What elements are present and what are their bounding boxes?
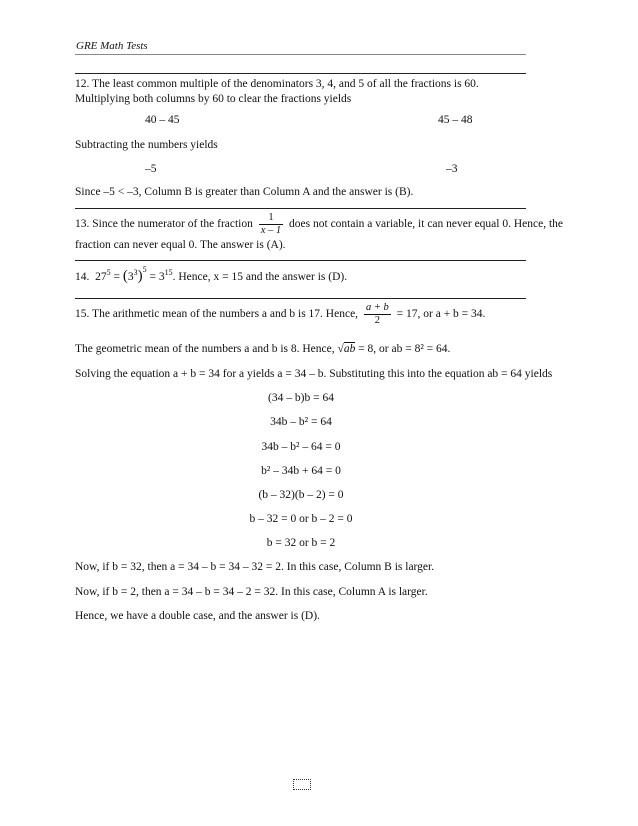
q15-step-7: b = 32 or b = 2 xyxy=(266,537,336,549)
divider xyxy=(75,208,526,209)
q15-geo-post: = 8, or ab = 8² = 64. xyxy=(358,343,451,355)
q15-step-1: (34 – b)b = 64 xyxy=(268,392,334,404)
q13-pre: 13. Since the numerator of the fraction xyxy=(75,218,253,231)
q13-line-2: fraction can never equal 0. The answer is (A). xyxy=(75,239,286,251)
q14-outer-exp: 5 xyxy=(142,265,147,275)
q15-step-2: 34b – b² = 64 xyxy=(270,416,332,428)
q15-fraction xyxy=(364,302,391,327)
page-number-placeholder xyxy=(293,779,311,790)
paren-close: ) xyxy=(137,268,143,284)
q13-line-1 xyxy=(75,212,563,237)
q15-geometric-line xyxy=(75,343,450,355)
q12-column-a-1: 40 – 45 xyxy=(145,114,180,126)
divider xyxy=(75,298,526,299)
q15-step-4: b² – 34b + 64 = 0 xyxy=(261,465,341,477)
divider xyxy=(75,260,526,261)
q15-post: = 17, or a + b = 34. xyxy=(396,308,486,321)
q14-exp: 5 xyxy=(106,268,111,278)
paren-open: ( xyxy=(122,268,128,284)
q15-frac-num: a + b xyxy=(365,302,389,313)
q13-frac-den: x – 1 xyxy=(260,225,282,236)
q15-geo-root: ab xyxy=(343,343,356,355)
divider xyxy=(75,73,526,74)
q15-line-1 xyxy=(75,302,485,327)
q13-fraction xyxy=(259,212,283,237)
q14-eq1: = xyxy=(113,271,120,283)
q13-post: does not contain a variable, it can never equal 0. Hence, the xyxy=(289,218,564,231)
q15-final: Hence, we have a double case, and the answer is (D). xyxy=(75,610,320,622)
q12-text: 12. The least common multiple of the denominators 3, 4, and 5 of all the fractions is 60. Multiplying both columns by 60 to clear the fractions yields xyxy=(75,78,479,105)
q12-conclusion: Since –5 < –3, Column B is greater than Column A and the answer is (B). xyxy=(75,186,414,198)
q14-base: 27 xyxy=(95,271,107,283)
q12-column-a-2: –5 xyxy=(145,163,157,175)
q13-frac-num: 1 xyxy=(259,212,283,225)
q14-pre: 14. xyxy=(75,271,90,283)
q15-step-5: (b – 32)(b – 2) = 0 xyxy=(258,489,344,501)
q15-case-1: Now, if b = 32, then a = 34 – b = 34 – 32 = 2. In this case, Column B is larger. xyxy=(75,561,435,573)
q15-frac-den: 2 xyxy=(374,315,380,326)
q12-column-b-1: 45 – 48 xyxy=(438,114,473,126)
q15-case-2: Now, if b = 2, then a = 34 – b = 34 – 2 = 32. In this case, Column A is larger. xyxy=(75,586,428,598)
header-rule xyxy=(75,54,526,55)
q14-post: . Hence, x = 15 and the answer is (D). xyxy=(172,271,348,283)
page-header-title: GRE Math Tests xyxy=(76,40,148,52)
q12-column-b-2: –3 xyxy=(446,163,458,175)
q14-exp15: 15 xyxy=(164,268,173,278)
q12-subtract-text: Subtracting the numbers yields xyxy=(75,139,218,151)
q15-pre: 15. The arithmetic mean of the numbers a and b is 17. Hence, xyxy=(75,308,359,321)
q14-inner-base: 3 xyxy=(127,271,134,283)
q15-step-3: 34b – b² – 64 = 0 xyxy=(261,441,341,453)
q14-inner-exp: 3 xyxy=(133,268,138,278)
q15-step-6: b – 32 = 0 or b – 2 = 0 xyxy=(249,513,353,525)
sqrt-symbol: √ xyxy=(337,343,344,355)
q15-solve: Solving the equation a + b = 34 for a yields a = 34 – b. Substituting this into the equation ab = 64 yields xyxy=(75,368,553,380)
q14-eq2: = 3 xyxy=(149,271,165,283)
q15-geo-pre: The geometric mean of the numbers a and b is 8. Hence, xyxy=(75,343,335,355)
q14-line xyxy=(75,265,348,285)
